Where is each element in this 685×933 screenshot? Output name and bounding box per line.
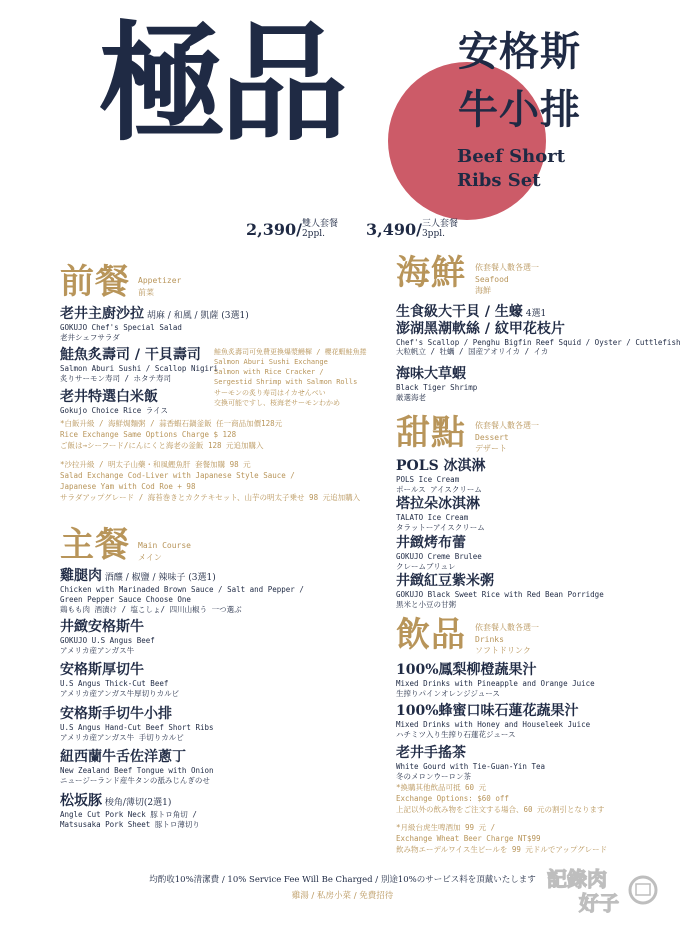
watermark-logo [545, 862, 663, 917]
appetizer-item-rice: 老井特選白米飯 Gokujo Choice Rice ライス [60, 389, 168, 415]
main-item-short-ribs: 安格斯手切牛小排 U.S Angus Hand-Cut Beef Short Ribs アメリカ産アンガス牛 手切りカルビ [60, 706, 214, 742]
service-fee-note: 均酌收10%清潔費 / 10% Service Fee Will Be Charged / 別途10%のサービス料を頂戴いたします [149, 875, 536, 885]
dessert-item-talato: 塔拉朵冰淇淋 TALATO Ice Cream タラットーアイスクリーム [396, 496, 485, 532]
seafood-item-shrimp: 海味大草蝦 Black Tiger Shrimp 厳選海老 [396, 366, 478, 402]
dessert-subtitle: 依套餐人數各選一 Dessert デザート [475, 421, 539, 454]
drinks-title: 飲品 [396, 615, 466, 655]
main-item-beef-tongue: 紐西蘭牛舌佐洋蔥丁 New Zealand Beef Tongue with Onion ニュージーランド産牛タンの舐みじんぎのせ [60, 749, 214, 785]
main-item-angus-beef: 井緻安格斯牛 GOKUJO U.S Angus Beef アメリカ産アンガス牛 [60, 619, 155, 655]
title-en-line2: Ribs Set [457, 170, 541, 191]
appetizer-side-note: 鮭魚炙壽司可免費更換爆漿鰻樨 / 櫻花蝦鮭魚捲 Salmon Aburi Sushi Exchange Salmon with Rice Cracker / Sergestid Shrimp with Salmon Rolls サーモンの炙り寿司はイカせんべい 交換可能ですし、桜海老サーモンわかめ [214, 348, 367, 407]
main-course-title: 主餐 [60, 525, 130, 565]
main-item-thick-cut: 安格斯厚切牛 U.S Angus Thick-Cut Beef アメリカ産アンガス牛厚切りカルビ [60, 662, 180, 698]
dessert-title: 甜點 [396, 413, 466, 453]
dessert-item-porridge: 井緻紅豆紫米粥 GOKUJO Black Sweet Rice with Red Bean Porridge 黒米と小豆の甘粥 [396, 573, 604, 609]
main-item-pork: 松坂豚 梭角/薄切(2選1) Angle Cut Pork Neck 豚トロ角切 / Matsusaka Pork Sheet 豚トロ薄切り [60, 793, 200, 829]
appetizer-item-sushi: 鮭魚炙壽司 / 干貝壽司 Salmon Aburi Sushi / Scallop Nigiri 炙りサーモン寿司 / ホタテ寿司 [60, 347, 219, 383]
drinks-exchange-note: *換購其他飲品可抵 60 元 Exchange Options: $60 off 上記以外の飲み物をご注文する場合、60 元の割引となります [396, 783, 605, 814]
main-item-chicken: 雞腿肉 酒釀 / 椒鹽 / 辣味子 (3選1) Chicken with Marinaded Brown Sauce / Salt and Pepper / Green Pepper Sauce Choose One 鶏もも肉 酒漬け / 塩こしょ/ 四川山椒う 一つ選ぶ [60, 568, 304, 614]
dessert-item-pols: POLS 冰淇淋 POLS Ice Cream ポールス アイスクリーム [396, 458, 486, 494]
drinks-beer-note: *月級台虎生啤酒加 99 元 / Exchange Wheat Beer Charge NT$99 飲み物エーデルワイス生ビールを 99 元ドルでアップグレード [396, 823, 608, 854]
dessert-item-brulee: 井緻烤布蕾 GOKUJO Creme Brulee クレームブリュレ [396, 535, 482, 571]
drinks-item-tea: 老井手搖茶 White Gourd with Tie-Guan-Yin Tea 冬のメロンウーロン茶 [396, 745, 546, 781]
drinks-subtitle: 依套餐人數各選一 Drinks ソフトドリンク [475, 623, 539, 656]
watermark-text-bottom: 好子 [579, 891, 619, 915]
complimentary-note: 雞湯 / 私房小菜 / 免費招待 [291, 891, 394, 901]
title-cn-line2: 牛小排 [458, 86, 581, 133]
title-en-line1: Beef Short [457, 146, 566, 167]
drinks-item-houseleek: 100%蜂蜜口味石蓮花蔬果汁 Mixed Drinks with Honey and Houseleek Juice ハチミツ入り生搾り石蓮花ジュース [396, 703, 591, 739]
appetizer-title: 前餐 [60, 262, 130, 302]
seafood-title: 海鮮 [396, 253, 466, 293]
main-course-subtitle: Main Course メイン [138, 541, 191, 562]
appetizer-subtitle: Appetizer 前菜 [138, 276, 182, 297]
drinks-item-pineapple: 100%鳳梨柳橙蔬果汁 Mixed Drinks with Pineapple and Orange Juice 生搾りパインオレンジジュース [396, 662, 595, 698]
price-2ppl: 2,390/雙人套餐 2ppl. [246, 219, 338, 239]
price-3ppl: 3,490/三人套餐 3ppl. [366, 219, 458, 239]
appetizer-item-salad: 老井主廚沙拉 胡麻 / 和風 / 凱薩 (3選1) GOKUJO Chef's Special Salad 老井シェフサラダ [60, 306, 249, 342]
seafood-item-mixed: 生食級大干貝 / 生蠔 4選1 澎湖黑潮軟絲 / 紋甲花枝片 Chef's Scallop / Penghu Bigfin Reef Squid / Oyster / Cuttlefish 大粒帆立 / 牡蠣 / 国産アオリイカ / イカ [396, 304, 681, 357]
appetizer-salad-note: *沙拉升級 / 明太子山藥・和風鰹魚肝 套餐加購 98 元 Salad Exchange Cod-Liver with Japanese Style Sauce / Japanese Yam with Cod Roe + 98 サラダアップグレード / 海苔巻きとカクテキセット、山芋の明太子乗せ 98 元追加購入 [60, 460, 361, 502]
watermark-text-top: 記錄肉 [547, 867, 607, 891]
title-cn-line1: 安格斯 [458, 28, 581, 75]
appetizer-rice-note: *白飯升級 / 海鮮焗麵粥 / 蒜香蝦石鍋釜飯 任一商品加價128元 Rice Exchange Same Options Charge $ 128 ご飯は→シーフード/にんにくと海老の釜飯 128 元追加購入 [60, 419, 283, 450]
page-title: 極品 [98, 9, 343, 159]
seafood-subtitle: 依套餐人數各選一 Seafood 海鮮 [475, 263, 539, 296]
